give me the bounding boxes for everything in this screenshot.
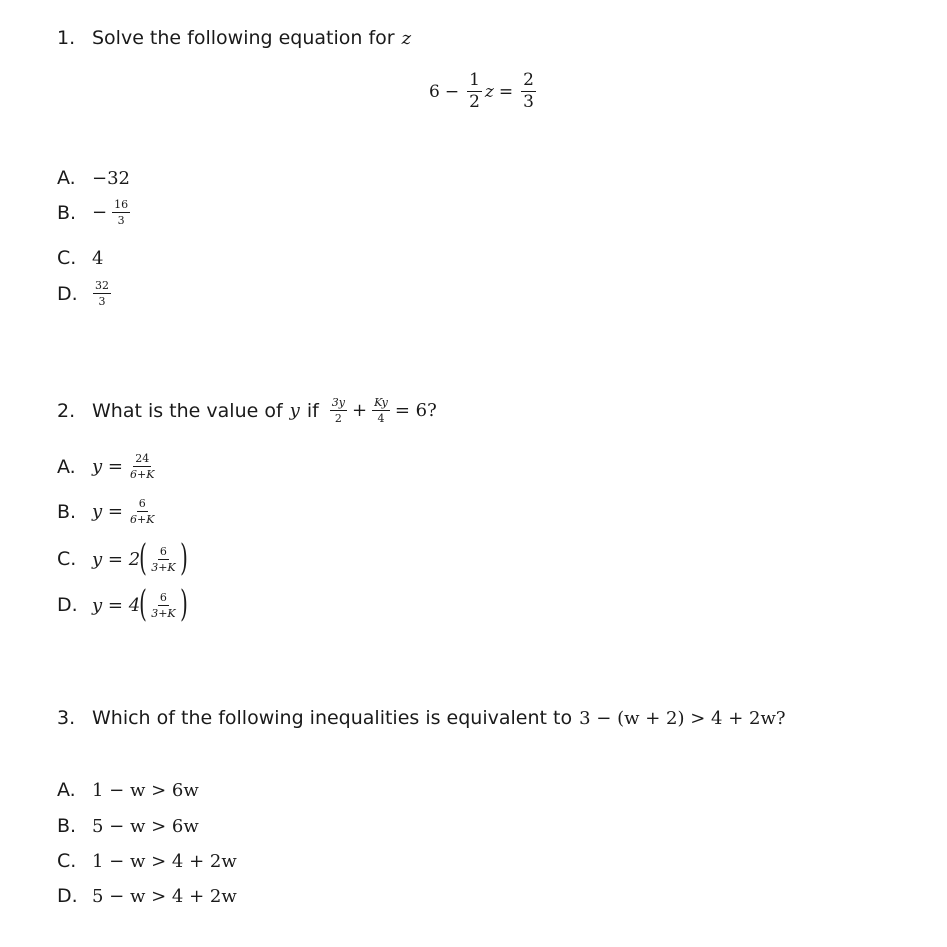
q1-variable: z [401,27,412,49]
choice-lhs: y = [92,501,123,522]
choice-frac-den: 6+K [129,468,155,481]
choice-letter: A. [57,167,76,189]
q2-choice-b[interactable] [57,498,159,525]
q3-choice-b[interactable] [57,815,199,837]
q2-t2-num: Ky [374,396,388,409]
choice-letter: C. [57,247,77,269]
q2-term1-fraction [330,397,347,424]
choice-letter: B. [57,201,77,224]
choice-letter: D. [57,282,78,305]
choice-lhs: y = 4 [92,594,141,616]
choice-lhs: y = 2 [92,548,141,570]
q1-eq-equals: = [498,81,514,102]
q3-number: 3. [57,707,76,729]
q1-prompt [57,27,411,49]
choice-letter: B. [57,500,77,523]
q2-choice-a[interactable] [57,453,159,480]
q1-eq-rhs-num: 2 [523,70,534,90]
q2-plus: + [352,400,368,421]
right-paren-icon: ) [179,538,188,579]
q3-choice-c[interactable] [57,850,237,872]
q1-eq-constant: 6 [429,81,440,102]
q1-choice-a[interactable] [57,167,130,189]
choice-letter: A. [57,455,76,478]
q1-choice-d[interactable] [57,280,114,307]
choice-frac-num: 32 [95,279,109,292]
choice-letter: B. [57,815,77,837]
choice-value: −32 [92,167,130,189]
q2-prompt [57,397,437,424]
q1-choice-b[interactable] [57,199,133,226]
choice-fraction [128,453,156,480]
choice-fraction [149,592,177,619]
choice-value: 5 − w > 6w [92,815,199,837]
left-paren-icon: ( [139,538,148,579]
choice-letter: D. [57,885,78,907]
choice-frac-num: 24 [135,452,150,465]
q3-choice-d[interactable] [57,885,237,907]
q1-prompt-text: Solve the following equation for [92,27,395,49]
q2-if: if [306,399,319,422]
q2-number: 2. [57,399,76,422]
q1-eq-frac-den: 2 [469,92,480,112]
q2-t2-den: 4 [377,412,385,425]
q3-prompt [57,707,786,729]
choice-frac-den: 6+K [129,513,155,526]
q2-rhs: = 6? [394,400,437,421]
q1-eq-rhs-fraction [521,72,536,111]
choice-frac-den: 3 [98,295,106,308]
q2-variable: y [289,400,300,421]
choice-letter: C. [57,850,77,872]
choice-value: 1 − w > 4 + 2w [92,850,237,872]
choice-fraction [149,546,177,573]
choice-letter: D. [57,594,78,616]
choice-value: 1 − w > 6w [92,779,199,801]
q1-choice-c[interactable] [57,247,103,269]
q2-t1-den: 2 [334,412,342,425]
q2-choice-c[interactable] [57,538,188,579]
q1-equation [429,72,539,111]
q2-term2-fraction [372,397,390,424]
choice-frac-den: 3 [117,214,125,227]
choice-frac-num: 16 [114,198,129,211]
q3-choice-a[interactable] [57,779,199,801]
choice-letter: C. [57,548,77,570]
q3-prompt-text: Which of the following inequalities is equivalent to [92,707,573,729]
choice-frac-den: 3+K [151,560,176,574]
choice-sign: − [92,202,108,223]
q1-eq-fraction [467,72,482,111]
choice-fraction [93,280,111,307]
right-paren-icon: ) [179,584,188,625]
q1-eq-frac-num: 1 [469,70,480,90]
left-paren-icon: ( [139,584,148,625]
choice-frac-num: 6 [159,590,167,604]
q1-eq-minus: − [444,81,460,102]
choice-fraction [128,498,156,525]
choice-frac-den: 3+K [151,606,176,620]
choice-lhs: y = [92,456,123,477]
q2-t1-num: 3y [331,396,346,409]
choice-frac-num: 6 [159,544,167,558]
q1-eq-var: z [484,81,494,102]
choice-fraction [112,199,130,226]
choice-frac-num: 6 [138,497,146,510]
choice-value: 5 − w > 4 + 2w [92,885,237,907]
choice-letter: A. [57,779,76,801]
q1-eq-rhs-den: 3 [523,92,534,112]
choice-value: 4 [92,247,104,269]
q2-choice-d[interactable] [57,584,188,625]
q1-number: 1. [57,27,76,49]
q3-expression: 3 − (w + 2) > 4 + 2w? [579,707,786,729]
q2-prompt-text: What is the value of [92,399,283,422]
